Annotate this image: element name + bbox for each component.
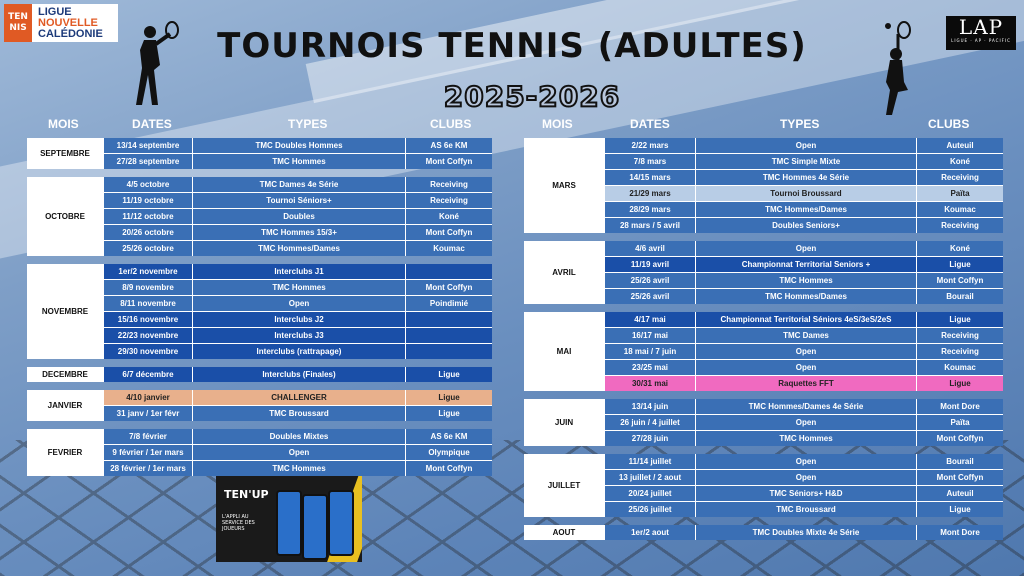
date-cell: 11/12 octobre (104, 209, 192, 224)
table-row (605, 273, 1003, 288)
header-month: MOIS (48, 117, 79, 131)
type-cell: Championnat Territorial Seniors + (696, 257, 916, 272)
tenup-ad[interactable] (216, 476, 362, 562)
date-cell: 28/29 mars (605, 202, 695, 217)
type-cell: Open (696, 241, 916, 256)
date-cell: 9 février / 1er mars (104, 445, 192, 460)
table-row (605, 202, 1003, 217)
club-cell: Mont Dore (917, 525, 1003, 540)
date-cell: 2/22 mars (605, 138, 695, 153)
month-label: JANVIER (27, 390, 103, 421)
club-cell: Mont Dore (917, 399, 1003, 414)
month-label: MAI (524, 312, 604, 391)
type-cell: Doubles Seniors+ (696, 218, 916, 233)
date-cell: 11/19 octobre (104, 193, 192, 208)
date-cell: 31 janv / 1er févr (104, 406, 192, 421)
month-group (524, 525, 1003, 540)
month-group (27, 367, 492, 382)
table-row (104, 429, 492, 444)
logo-line: NOUVELLE (38, 16, 98, 29)
type-cell: Doubles (193, 209, 405, 224)
date-cell: 25/26 octobre (104, 241, 192, 256)
date-cell: 18 mai / 7 juin (605, 344, 695, 359)
header-types: TYPES (288, 117, 328, 131)
date-cell: 21/29 mars (605, 186, 695, 201)
club-cell: Bourail (917, 454, 1003, 469)
date-cell: 4/10 janvier (104, 390, 192, 405)
type-cell: TMC Dames 4e Série (193, 177, 405, 192)
logo-mark-line: TEN (8, 12, 28, 22)
type-cell: TMC Simple Mixte (696, 154, 916, 169)
table-row (104, 367, 492, 382)
month-label: JUIN (524, 399, 604, 446)
type-cell: Open (696, 470, 916, 485)
header-dates: DATES (630, 117, 670, 131)
type-cell: Interclubs (rattrapage) (193, 344, 405, 359)
club-cell: Receiving (406, 177, 492, 192)
month-label: DECEMBRE (27, 367, 103, 382)
table-row (605, 218, 1003, 233)
month-group (27, 264, 492, 359)
type-cell: Open (193, 296, 405, 311)
header-month: MOIS (542, 117, 573, 131)
table-row (605, 186, 1003, 201)
club-cell: Ligue (406, 390, 492, 405)
tenup-tagline: L'APPLI AU SERVICE DES JOUEURS (222, 514, 255, 532)
club-cell: Receiving (917, 170, 1003, 185)
month-label: AVRIL (524, 241, 604, 304)
club-cell: Receiving (917, 328, 1003, 343)
club-cell: Koumac (406, 241, 492, 256)
table-row (104, 193, 492, 208)
club-cell: Auteuil (917, 486, 1003, 501)
month-group (524, 138, 1003, 233)
club-cell: Koné (917, 241, 1003, 256)
club-cell: Koné (406, 209, 492, 224)
date-cell: 26 juin / 4 juillet (605, 415, 695, 430)
date-cell: 22/23 novembre (104, 328, 192, 343)
table-row (605, 454, 1003, 469)
month-group (27, 390, 492, 421)
month-label: JUILLET (524, 454, 604, 517)
type-cell: Open (696, 344, 916, 359)
type-cell: Open (193, 445, 405, 460)
club-cell: Mont Coffyn (917, 470, 1003, 485)
type-cell: TMC Hommes/Dames (696, 202, 916, 217)
date-cell: 11/14 juillet (605, 454, 695, 469)
month-label: OCTOBRE (27, 177, 103, 256)
header-dates: DATES (132, 117, 172, 131)
table-row (605, 502, 1003, 517)
date-cell: 13 juillet / 2 aout (605, 470, 695, 485)
table-row (104, 209, 492, 224)
date-cell: 25/26 avril (605, 273, 695, 288)
table-row (104, 225, 492, 240)
date-cell: 13/14 juin (605, 399, 695, 414)
date-cell: 13/14 septembre (104, 138, 192, 153)
month-label: AOUT (524, 525, 604, 540)
club-cell: Koumac (917, 360, 1003, 375)
phone-icon (302, 494, 328, 560)
date-cell: 1er/2 aout (605, 525, 695, 540)
club-cell: Receiving (917, 344, 1003, 359)
table-row (605, 328, 1003, 343)
club-cell: Ligue (917, 376, 1003, 391)
table-row (605, 241, 1003, 256)
date-cell: 14/15 mars (605, 170, 695, 185)
month-label: MARS (524, 138, 604, 233)
table-row (605, 399, 1003, 414)
type-cell: TMC Broussard (696, 502, 916, 517)
date-cell: 28 mars / 5 avril (605, 218, 695, 233)
club-cell: AS 6e KM (406, 429, 492, 444)
club-cell (406, 344, 492, 359)
header-clubs: CLUBS (430, 117, 472, 131)
type-cell: TMC Hommes/Dames (193, 241, 405, 256)
table-row (104, 406, 492, 421)
month-group (524, 241, 1003, 304)
type-cell: TMC Hommes (193, 154, 405, 169)
phone-icon (328, 490, 354, 556)
table-row (104, 241, 492, 256)
date-cell: 30/31 mai (605, 376, 695, 391)
type-cell: TMC Hommes (193, 461, 405, 476)
type-cell: Interclubs J1 (193, 264, 405, 279)
month-group (524, 399, 1003, 446)
table-row (104, 445, 492, 460)
date-cell: 1er/2 novembre (104, 264, 192, 279)
table-row (104, 461, 492, 476)
table-row (104, 264, 492, 279)
logo-mark-line: NIS (9, 23, 27, 33)
date-cell: 4/5 octobre (104, 177, 192, 192)
date-cell: 7/8 février (104, 429, 192, 444)
table-row (605, 257, 1003, 272)
date-cell: 20/24 juillet (605, 486, 695, 501)
club-cell: Auteuil (917, 138, 1003, 153)
table-row (104, 390, 492, 405)
club-cell: Mont Coffyn (406, 461, 492, 476)
type-cell: CHALLENGER (193, 390, 405, 405)
month-label: NOVEMBRE (27, 264, 103, 359)
type-cell: TMC Hommes (696, 273, 916, 288)
type-cell: Interclubs J2 (193, 312, 405, 327)
type-cell: TMC Doubles Hommes (193, 138, 405, 153)
table-row (104, 328, 492, 343)
type-cell: TMC Hommes/Dames (696, 289, 916, 304)
club-cell: Mont Coffyn (406, 280, 492, 295)
table-row (605, 154, 1003, 169)
table-row (605, 525, 1003, 540)
type-cell: TMC Doubles Mixte 4e Série (696, 525, 916, 540)
date-cell: 8/9 novembre (104, 280, 192, 295)
club-cell: Ligue (917, 502, 1003, 517)
date-cell: 4/6 avril (605, 241, 695, 256)
lap-logo-sub: LIGUE · AP · PACIFIC (951, 38, 1011, 43)
date-cell: 7/8 mars (605, 154, 695, 169)
club-cell: Bourail (917, 289, 1003, 304)
club-cell: Poindimié (406, 296, 492, 311)
table-row (605, 486, 1003, 501)
phone-icon (276, 490, 302, 556)
club-cell: AS 6e KM (406, 138, 492, 153)
type-cell: Open (696, 360, 916, 375)
club-cell: Ligue (917, 312, 1003, 327)
header-types: TYPES (780, 117, 820, 131)
table-row (605, 470, 1003, 485)
table-row (605, 289, 1003, 304)
type-cell: Open (696, 454, 916, 469)
page-title: TOURNOIS TENNIS (ADULTES) (217, 26, 807, 66)
type-cell: TMC Dames (696, 328, 916, 343)
club-cell: Receiving (917, 218, 1003, 233)
club-cell (406, 264, 492, 279)
club-cell: Mont Coffyn (917, 431, 1003, 446)
table-row (605, 376, 1003, 391)
month-group (524, 312, 1003, 391)
club-cell: Ligue (917, 257, 1003, 272)
table-row (104, 280, 492, 295)
club-cell: Mont Coffyn (406, 225, 492, 240)
table-row (104, 177, 492, 192)
logo-line: CALÉDONIE (38, 27, 103, 40)
club-cell: Ligue (406, 367, 492, 382)
table-row (104, 296, 492, 311)
date-cell: 27/28 septembre (104, 154, 192, 169)
logo-line: LIGUE (38, 5, 72, 18)
type-cell: Interclubs (Finales) (193, 367, 405, 382)
club-cell: Olympique (406, 445, 492, 460)
date-cell: 23/25 mai (605, 360, 695, 375)
table-row (104, 344, 492, 359)
type-cell: TMC Hommes (696, 431, 916, 446)
type-cell: Interclubs J3 (193, 328, 405, 343)
table-row (605, 170, 1003, 185)
club-cell: Koumac (917, 202, 1003, 217)
date-cell: 20/26 octobre (104, 225, 192, 240)
type-cell: Open (696, 138, 916, 153)
date-cell: 25/26 juillet (605, 502, 695, 517)
date-cell: 16/17 mai (605, 328, 695, 343)
month-group (524, 454, 1003, 517)
table-row (605, 415, 1003, 430)
table-row (605, 360, 1003, 375)
table-row (104, 312, 492, 327)
date-cell: 8/11 novembre (104, 296, 192, 311)
date-cell: 4/17 mai (605, 312, 695, 327)
type-cell: Doubles Mixtes (193, 429, 405, 444)
month-label: FEVRIER (27, 429, 103, 476)
season-year: 2025-2026 (443, 80, 621, 113)
table-row (104, 154, 492, 169)
club-cell: Receiving (406, 193, 492, 208)
club-cell (406, 312, 492, 327)
type-cell: TMC Hommes 4e Série (696, 170, 916, 185)
month-group (27, 177, 492, 256)
type-cell: Open (696, 415, 916, 430)
date-cell: 29/30 novembre (104, 344, 192, 359)
club-cell (406, 328, 492, 343)
month-label: SEPTEMBRE (27, 138, 103, 169)
club-cell: Koné (917, 154, 1003, 169)
club-cell: Mont Coffyn (917, 273, 1003, 288)
date-cell: 27/28 juin (605, 431, 695, 446)
club-cell: Païta (917, 415, 1003, 430)
type-cell: Raquettes FFT (696, 376, 916, 391)
header-clubs: CLUBS (928, 117, 970, 131)
tenup-name: TEN'UP (224, 488, 269, 501)
type-cell: Tournoi Séniors+ (193, 193, 405, 208)
date-cell: 25/26 avril (605, 289, 695, 304)
table-row (605, 431, 1003, 446)
date-cell: 28 février / 1er mars (104, 461, 192, 476)
date-cell: 11/19 avril (605, 257, 695, 272)
type-cell: Championnat Territorial Séniors 4eS/3eS/2eS (696, 312, 916, 327)
type-cell: TMC Broussard (193, 406, 405, 421)
club-cell: Mont Coffyn (406, 154, 492, 169)
club-cell: Ligue (406, 406, 492, 421)
club-cell: Païta (917, 186, 1003, 201)
table-row (605, 312, 1003, 327)
table-row (605, 344, 1003, 359)
month-group (27, 138, 492, 169)
type-cell: TMC Hommes (193, 280, 405, 295)
type-cell: TMC Hommes 15/3+ (193, 225, 405, 240)
month-group (27, 429, 492, 476)
table-row (104, 138, 492, 153)
date-cell: 15/16 novembre (104, 312, 192, 327)
date-cell: 6/7 décembre (104, 367, 192, 382)
type-cell: Tournoi Broussard (696, 186, 916, 201)
table-row (605, 138, 1003, 153)
type-cell: TMC Séniors+ H&D (696, 486, 916, 501)
lap-logo-text: LAP (958, 15, 1004, 39)
type-cell: TMC Hommes/Dames 4e Série (696, 399, 916, 414)
